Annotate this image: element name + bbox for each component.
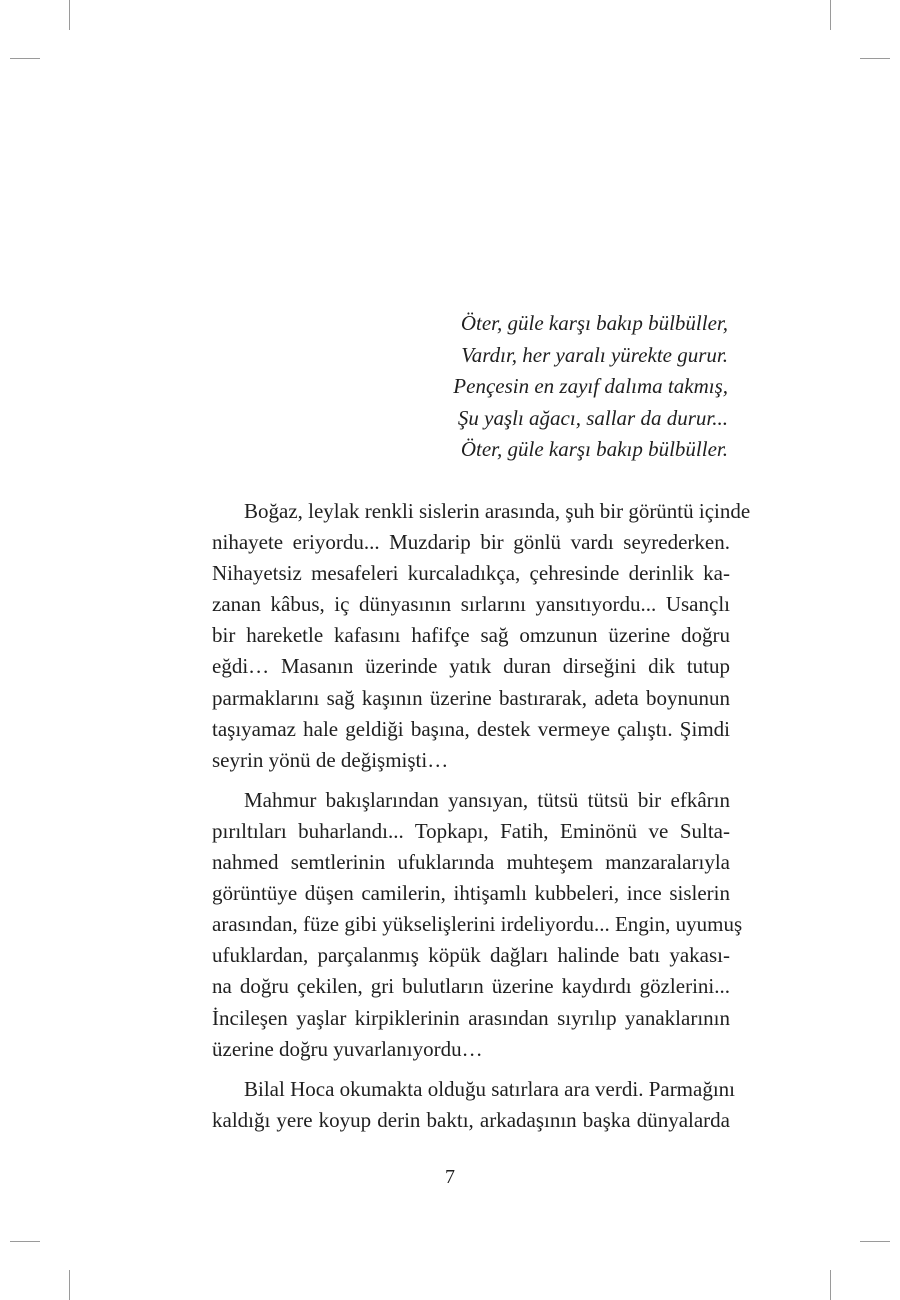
text-line: Boğaz, leylak renkli sislerin arasında, şuh bir görüntü içinde xyxy=(244,499,751,523)
text-line: Mahmur bakışlarından yansıyan, tütsü tütsü bir efkârın xyxy=(244,787,730,812)
page-number: 7 xyxy=(445,1166,455,1188)
poem-line: Vardır, her yaralı yürekte gurur. xyxy=(461,342,728,367)
text-line: İncileşen yaşlar kirpiklerinin arasından sıyrılıp yanaklarının xyxy=(212,1005,730,1030)
body-text xyxy=(180,496,751,1145)
crop-mark-bottom-right xyxy=(830,1270,831,1300)
poem-line: Öter, güle karşı bakıp bülbüller. xyxy=(460,437,728,461)
text-line: zanan kâbus, iç dünyasının sırlarını yansıtıyordu... Usançlı xyxy=(212,592,730,617)
text-line: Nihayetsiz mesafeleri kurcaladıkça, çehresinde derinlik ka- xyxy=(212,561,730,586)
text-line: na doğru çekilen, gri bulutların üzerine kaydırdı gözlerini... xyxy=(212,974,730,999)
paragraph-3 xyxy=(180,1074,736,1136)
paragraph-1 xyxy=(180,496,751,776)
text-line: görüntüye düşen camilerin, ihtişamlı kubbeleri, ince sislerin xyxy=(212,881,730,906)
text-line: bir hareketle kafasını hafifçe sağ omzunun üzerine doğru xyxy=(212,623,730,648)
poem-line: Şu yaşlı ağacı, sallar da durur... xyxy=(457,405,728,430)
poem-line: Pençesin en zayıf dalıma takmış, xyxy=(453,374,728,398)
crop-mark-left-bottom xyxy=(10,1241,40,1242)
text-line: üzerine doğru yuvarlanıyordu… xyxy=(212,1036,483,1061)
crop-mark-right-top xyxy=(860,58,890,59)
text-line: nihayete eriyordu... Muzdarip bir gönlü vardı seyrederken. xyxy=(212,530,730,555)
text-line: eğdi… Masanın üzerinde yatık duran dirseğini dik tutup xyxy=(212,654,730,679)
text-line: kaldığı yere koyup derin baktı, arkadaşının başka dünyalarda xyxy=(212,1107,730,1132)
text-line: parmaklarını sağ kaşının üzerine bastırarak, adeta boynunun xyxy=(212,685,730,710)
poem-line: Öter, güle karşı bakıp bülbüller, xyxy=(460,311,728,335)
poem-stanza xyxy=(453,308,728,466)
paragraph-2 xyxy=(180,785,743,1065)
crop-mark-top-left xyxy=(69,0,70,30)
crop-mark-top-right xyxy=(830,0,831,30)
text-line: Bilal Hoca okumakta olduğu satırlara ara verdi. Parmağını xyxy=(244,1076,736,1101)
crop-mark-right-bottom xyxy=(860,1241,890,1242)
text-line: seyrin yönü de değişmişti… xyxy=(212,747,449,772)
text-line: pırıltıları buharlandı... Topkapı, Fatih, Eminönü ve Sulta- xyxy=(212,818,730,843)
crop-mark-left-top xyxy=(10,58,40,59)
text-line: taşıyamaz hale geldiği başına, destek vermeye çalıştı. Şimdi xyxy=(212,716,730,741)
text-line: arasından, füze gibi yükselişlerini irdeliyordu... Engin, uyumuş xyxy=(212,912,743,937)
crop-mark-bottom-left xyxy=(69,1270,70,1300)
text-line: nahmed semtlerinin ufuklarında muhteşem manzaralarıyla xyxy=(212,850,730,875)
text-line: ufuklardan, parçalanmış köpük dağları halinde batı yakası- xyxy=(212,943,730,968)
